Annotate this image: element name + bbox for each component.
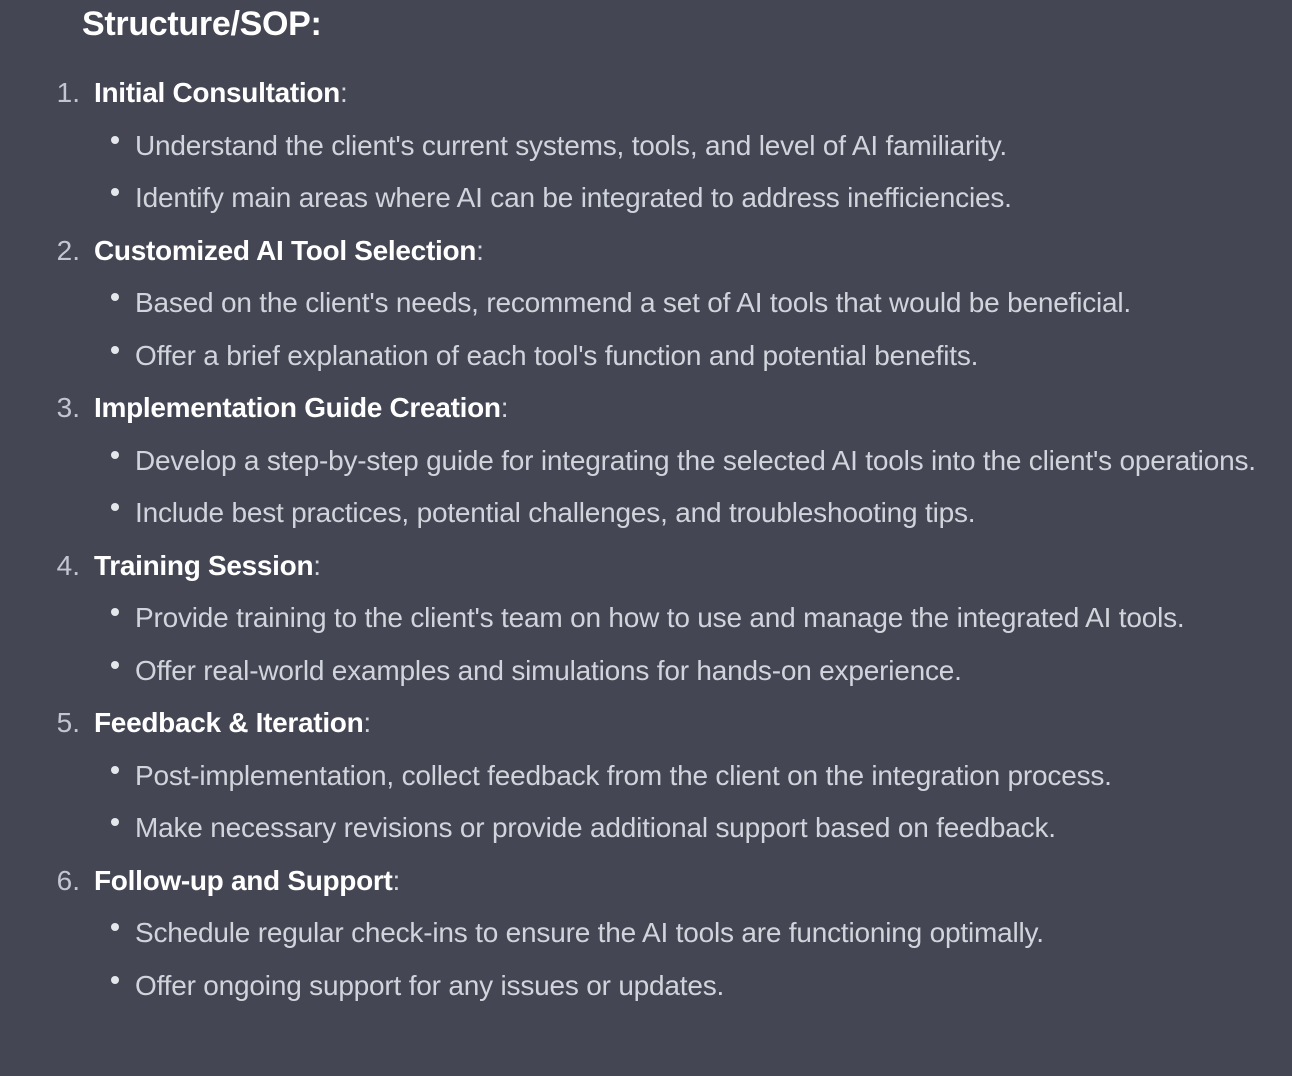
bullet-item bbox=[0, 645, 1292, 698]
step-header bbox=[0, 382, 1292, 435]
step-title bbox=[94, 67, 348, 120]
step-bullets bbox=[0, 750, 1292, 855]
step-title-text: Follow-up and Support bbox=[94, 864, 393, 896]
step-title bbox=[94, 697, 371, 750]
step-header bbox=[0, 540, 1292, 593]
step-bullets bbox=[0, 277, 1292, 382]
bullet-item bbox=[0, 330, 1292, 383]
step-number: 1. bbox=[56, 77, 80, 108]
step-title-colon: : bbox=[340, 77, 348, 108]
step-title-colon: : bbox=[363, 707, 372, 738]
bullet-dot-icon bbox=[111, 976, 119, 984]
step-title-text: Customized AI Tool Selection bbox=[94, 234, 477, 266]
step-item bbox=[0, 382, 1292, 540]
step-number: 5. bbox=[56, 707, 80, 738]
bullet-dot-icon bbox=[111, 188, 119, 196]
step-header bbox=[0, 225, 1292, 278]
bullet-item bbox=[0, 802, 1292, 855]
bullet-text: Understand the client's current systems, tools, and level of AI familiarity. bbox=[135, 129, 1008, 161]
bullet-text: Post-implementation, collect feedback from the client on the integration process. bbox=[135, 759, 1112, 791]
section-heading: Structure/SOP: bbox=[82, 5, 322, 43]
step-title bbox=[94, 225, 484, 278]
step-number: 2. bbox=[56, 234, 80, 266]
step-bullets bbox=[0, 435, 1292, 540]
bullet-text: Offer ongoing support for any issues or updates. bbox=[135, 969, 725, 1001]
bullet-text: Offer a brief explanation of each tool's function and potential benefits. bbox=[135, 339, 979, 371]
step-title bbox=[94, 855, 400, 908]
bullet-item bbox=[0, 592, 1292, 645]
bullet-item bbox=[0, 277, 1292, 330]
bullet-dot-icon bbox=[111, 451, 119, 459]
bullet-dot-icon bbox=[111, 608, 119, 616]
step-item bbox=[0, 540, 1292, 698]
step-item bbox=[0, 855, 1292, 1013]
step-title bbox=[94, 540, 321, 593]
bullet-item bbox=[0, 120, 1292, 173]
bullet-text: Develop a step-by-step guide for integrating the selected AI tools into the client's operations. bbox=[135, 444, 1256, 476]
step-title-colon: : bbox=[392, 864, 401, 896]
bullet-dot-icon bbox=[111, 766, 119, 774]
step-title-colon: : bbox=[500, 392, 509, 423]
step-bullets bbox=[0, 907, 1292, 1012]
step-item bbox=[0, 225, 1292, 383]
step-header bbox=[0, 855, 1292, 908]
bullet-text: Schedule regular check-ins to ensure the AI tools are functioning optimally. bbox=[135, 917, 1044, 948]
step-item bbox=[0, 67, 1292, 225]
bullet-dot-icon bbox=[111, 136, 119, 144]
bullet-text: Based on the client's needs, recommend a set of AI tools that would be beneficial. bbox=[135, 287, 1132, 318]
step-bullets bbox=[0, 120, 1292, 225]
bullet-text: Provide training to the client's team on how to use and manage the integrated AI tools. bbox=[135, 602, 1185, 633]
step-title-text: Initial Consultation bbox=[94, 77, 340, 108]
bullet-dot-icon bbox=[111, 503, 119, 511]
bullet-dot-icon bbox=[111, 346, 119, 354]
step-item bbox=[0, 697, 1292, 855]
step-title bbox=[94, 382, 508, 435]
bullet-dot-icon bbox=[111, 923, 119, 931]
bullet-text: Identify main areas where AI can be integrated to address inefficiencies. bbox=[135, 182, 1012, 213]
bullet-item bbox=[0, 750, 1292, 803]
bullet-text: Make necessary revisions or provide additional support based on feedback. bbox=[135, 812, 1056, 843]
bullet-text: Include best practices, potential challenges, and troubleshooting tips. bbox=[135, 497, 976, 528]
step-number: 3. bbox=[56, 392, 80, 423]
bullet-item bbox=[0, 960, 1292, 1013]
bullet-item bbox=[0, 435, 1292, 488]
step-header bbox=[0, 67, 1292, 120]
bullet-item bbox=[0, 487, 1292, 540]
bullet-dot-icon bbox=[111, 293, 119, 301]
steps-list bbox=[0, 67, 1292, 1012]
step-title-colon: : bbox=[313, 549, 322, 581]
bullet-item bbox=[0, 172, 1292, 225]
step-number: 4. bbox=[56, 549, 80, 581]
step-number: 6. bbox=[56, 864, 80, 896]
step-title-text: Training Session bbox=[94, 549, 314, 581]
bullet-item bbox=[0, 907, 1292, 960]
bullet-dot-icon bbox=[111, 661, 119, 669]
step-title-text: Feedback & Iteration bbox=[94, 707, 364, 738]
step-title-text: Implementation Guide Creation bbox=[94, 392, 501, 423]
bullet-dot-icon bbox=[111, 818, 119, 826]
step-title-colon: : bbox=[476, 234, 484, 266]
step-bullets bbox=[0, 592, 1292, 697]
bullet-text: Offer real-world examples and simulations for hands-on experience. bbox=[135, 654, 962, 686]
step-header bbox=[0, 697, 1292, 750]
